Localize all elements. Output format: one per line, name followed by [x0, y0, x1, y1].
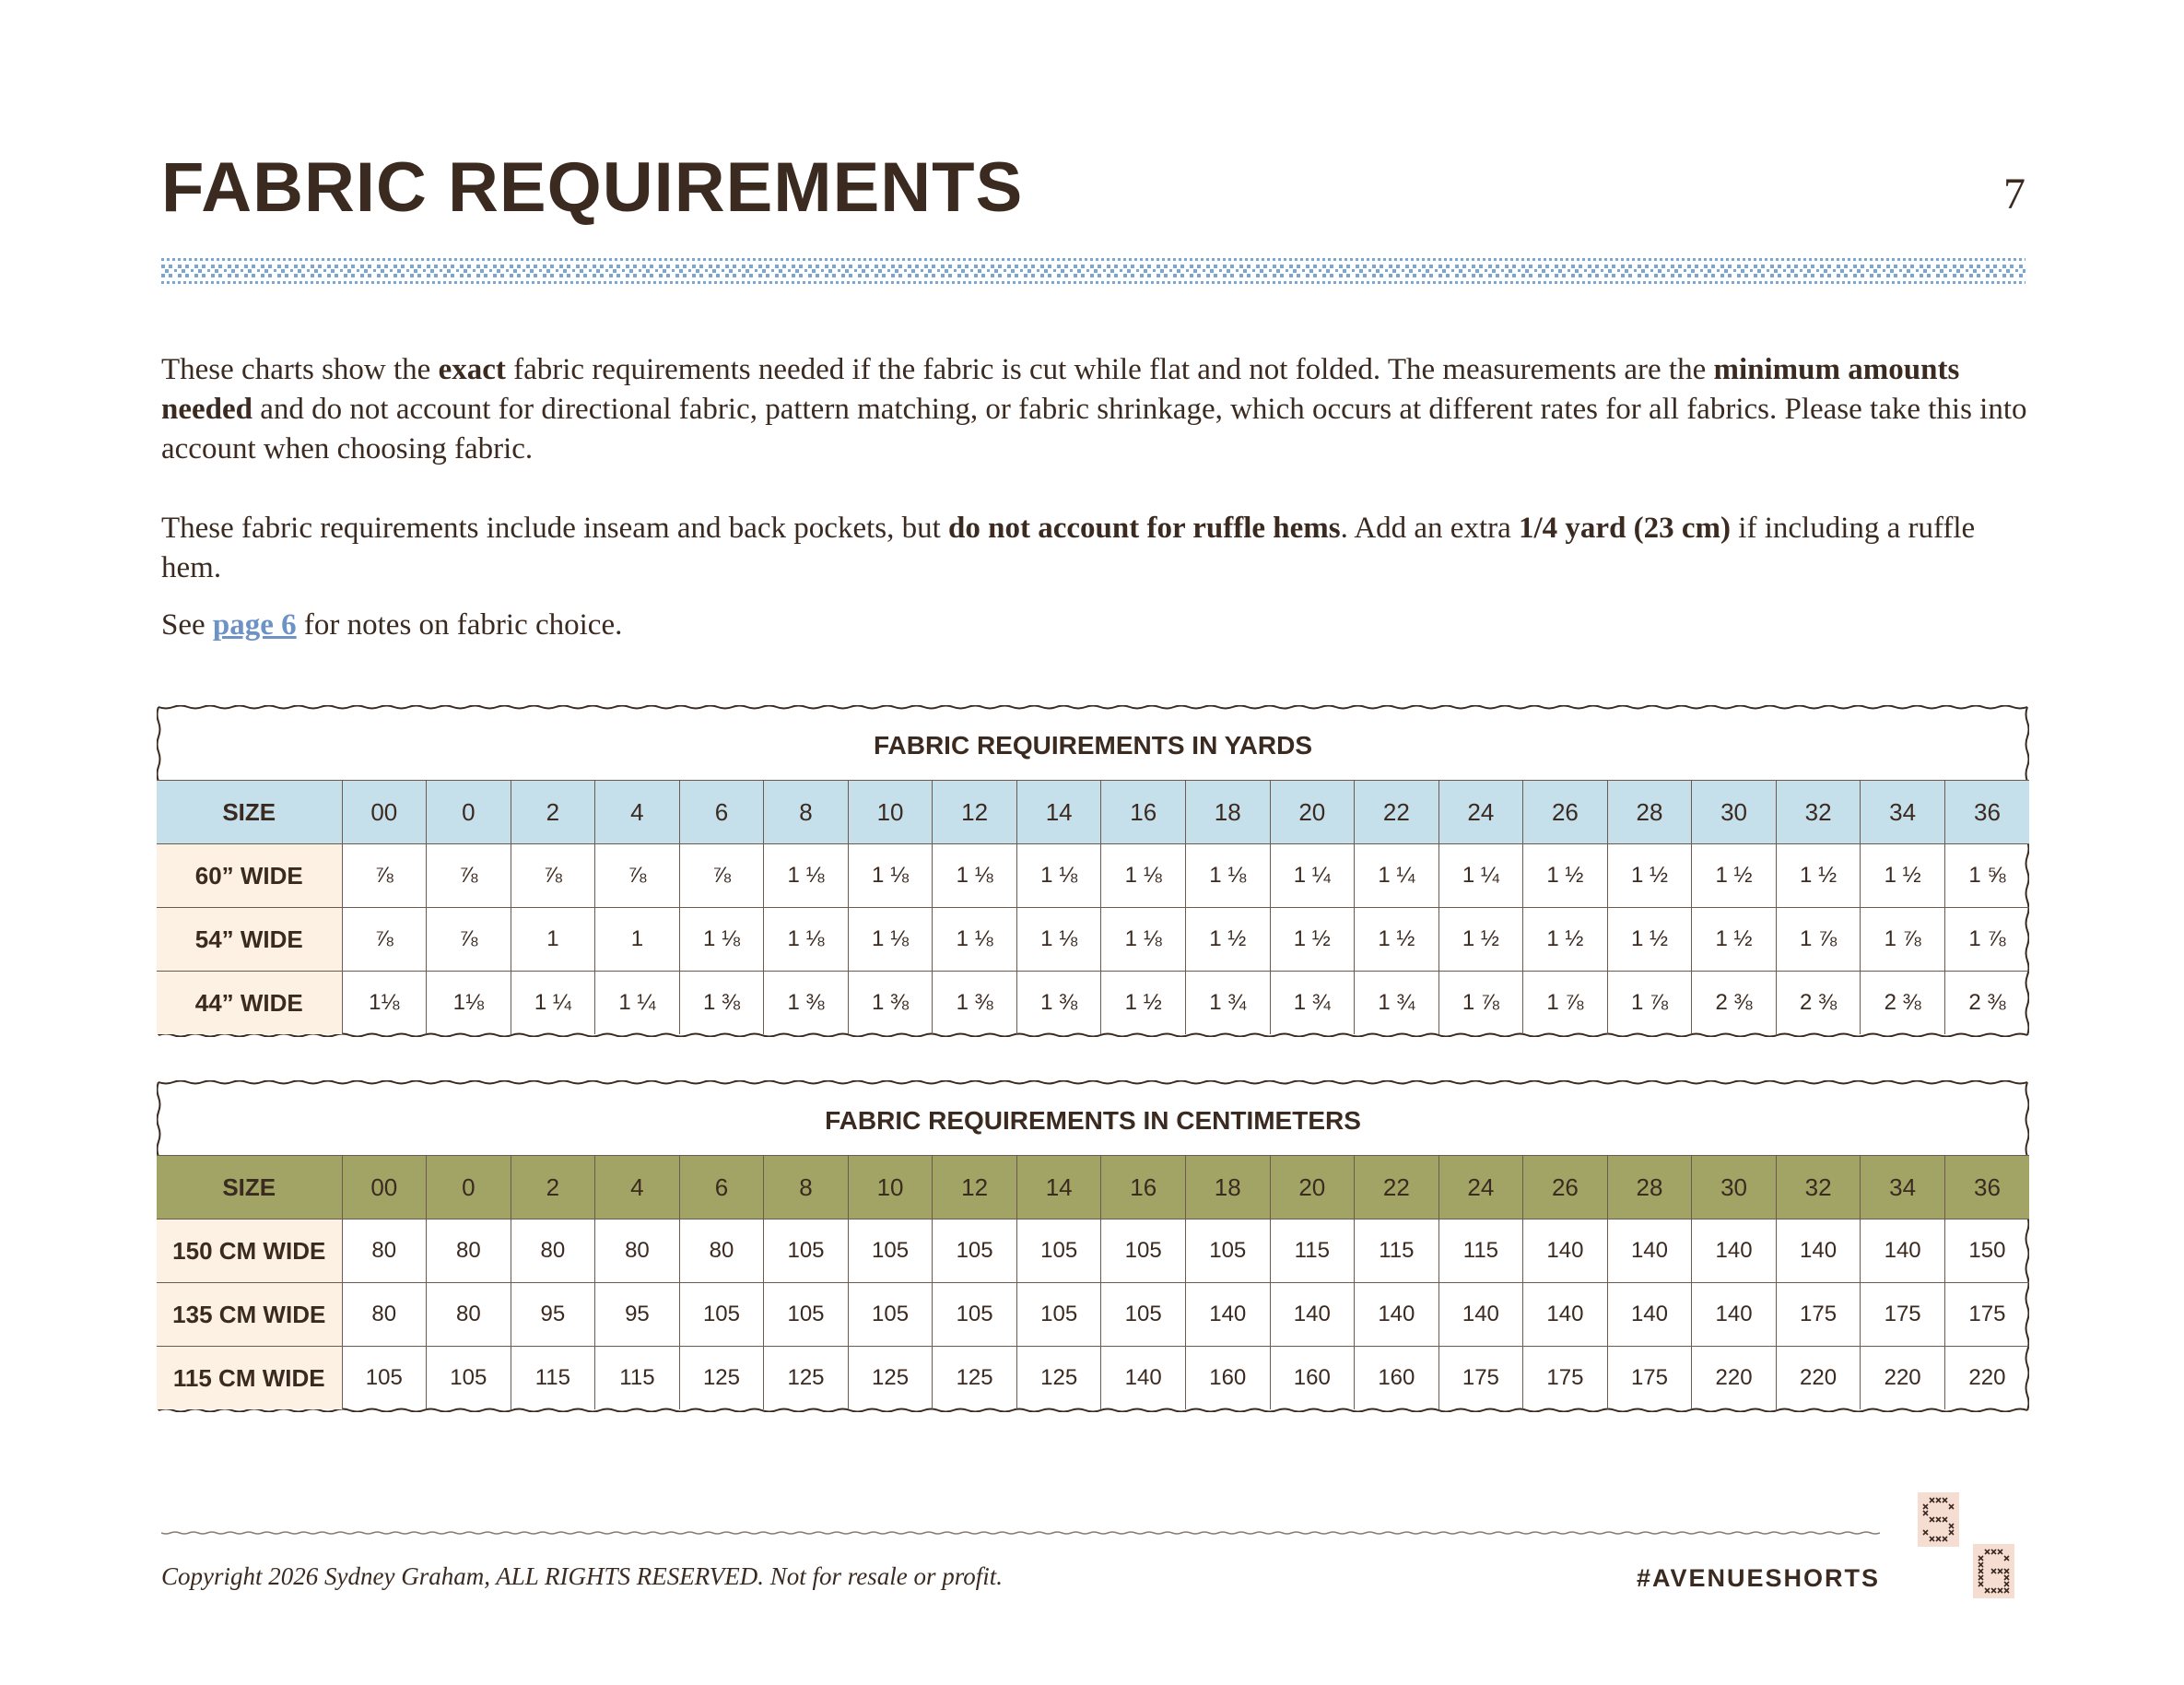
table-cell: 220 — [1692, 1347, 1777, 1410]
size-column-header: 8 — [764, 1156, 849, 1220]
table-cell: 140 — [1692, 1283, 1777, 1347]
table-cell: 140 — [1776, 1220, 1861, 1283]
size-column-header: 10 — [848, 1156, 933, 1220]
table-cell: 140 — [1185, 1283, 1270, 1347]
table-cell: 115 — [1270, 1220, 1355, 1283]
table-cell: 140 — [1438, 1283, 1523, 1347]
table-cell: 220 — [1776, 1347, 1861, 1410]
table-cell: 115 — [1355, 1220, 1439, 1283]
intro-paragraph-3 — [161, 606, 2032, 645]
table-cell: 140 — [1270, 1283, 1355, 1347]
table-cell: 80 — [427, 1283, 511, 1347]
table-cell: 125 — [1016, 1347, 1101, 1410]
width-row-label: 54” WIDE — [157, 908, 342, 972]
page-title: FABRIC REQUIREMENTS — [161, 148, 1024, 227]
intro-text-run: fabric requirements needed if the fabric is cut while flat and not folded. The measurements are the — [505, 353, 1714, 386]
table-cell: 105 — [933, 1220, 1017, 1283]
table-cell: 220 — [1944, 1347, 2029, 1410]
table-cell: ⅞ — [427, 908, 511, 972]
intro-text-run: exact — [438, 353, 506, 386]
table-cell: 2 ⅜ — [1944, 972, 2029, 1035]
table-cell: 1 ⅛ — [764, 844, 849, 908]
table-cell: ⅞ — [427, 844, 511, 908]
table-cell: 105 — [848, 1220, 933, 1283]
copyright-notice: Copyright 2026 Sydney Graham, ALL RIGHTS RESERVED. Not for resale or profit. — [161, 1562, 1003, 1590]
size-column-header: 16 — [1101, 781, 1186, 844]
size-column-header: 12 — [933, 781, 1017, 844]
cross-stitch-divider — [161, 257, 2025, 285]
table-cell: 105 — [1101, 1220, 1186, 1283]
width-row-label: 150 CM WIDE — [157, 1220, 342, 1283]
table-cell: 2 ⅜ — [1776, 972, 1861, 1035]
table-cell: 160 — [1270, 1347, 1355, 1410]
table-cell: 1 ⅞ — [1776, 908, 1861, 972]
cm-table-title: FABRIC REQUIREMENTS IN CENTIMETERS — [825, 1106, 1361, 1135]
size-column-header: 6 — [679, 1156, 764, 1220]
table-cell: 140 — [1861, 1220, 1945, 1283]
table-cell: 1 ½ — [1776, 844, 1861, 908]
table-row — [157, 908, 2029, 972]
table-cell: 125 — [764, 1347, 849, 1410]
table-row — [157, 1220, 2029, 1283]
table-cell: 105 — [848, 1283, 933, 1347]
table-cell: 175 — [1607, 1347, 1692, 1410]
table-cell: 105 — [1016, 1283, 1101, 1347]
table-cell: 160 — [1185, 1347, 1270, 1410]
table-cell: 105 — [764, 1220, 849, 1283]
table-cell: 1 ½ — [1692, 908, 1777, 972]
size-column-header: 32 — [1776, 781, 1861, 844]
size-column-header: 6 — [679, 781, 764, 844]
table-cell: 1 ⅜ — [764, 972, 849, 1035]
table-cell: 1 ⅞ — [1607, 972, 1692, 1035]
size-column-header: 28 — [1607, 781, 1692, 844]
table-cell: ⅞ — [595, 844, 680, 908]
table-cell: 95 — [595, 1283, 680, 1347]
size-column-header: 20 — [1270, 781, 1355, 844]
table-cell: 1 ⅜ — [848, 972, 933, 1035]
size-column-header: 30 — [1692, 781, 1777, 844]
yards-table-card — [157, 705, 2029, 1037]
table-cell: 80 — [595, 1220, 680, 1283]
table-cell: 1 ⅛ — [1185, 844, 1270, 908]
size-column-header: 36 — [1944, 1156, 2029, 1220]
table-cell: 105 — [1101, 1283, 1186, 1347]
table-cell: ⅞ — [342, 844, 427, 908]
table-cell: 140 — [1523, 1283, 1608, 1347]
table-cell: 1 ¾ — [1355, 972, 1439, 1035]
intro-text — [161, 350, 2032, 645]
table-cell: 125 — [848, 1347, 933, 1410]
table-cell: 1 ½ — [1101, 972, 1186, 1035]
size-column-header: 18 — [1185, 781, 1270, 844]
size-column-header: 4 — [595, 1156, 680, 1220]
intro-text-run: do not account for ruffle hems — [948, 512, 1341, 545]
size-column-header: 30 — [1692, 1156, 1777, 1220]
table-cell: 1 ⅛ — [764, 908, 849, 972]
table-cell: 1 ¼ — [1438, 844, 1523, 908]
size-column-header: 32 — [1776, 1156, 1861, 1220]
size-column-header: 20 — [1270, 1156, 1355, 1220]
table-cell: 105 — [679, 1283, 764, 1347]
table-cell: 80 — [427, 1220, 511, 1283]
table-cell: 2 ⅜ — [1861, 972, 1945, 1035]
size-column-header: 34 — [1861, 1156, 1945, 1220]
table-cell: 160 — [1355, 1347, 1439, 1410]
table-cell: 1 ¾ — [1270, 972, 1355, 1035]
table-cell: 1 ⅜ — [679, 972, 764, 1035]
table-cell: 1 ¾ — [1185, 972, 1270, 1035]
intro-paragraph-1 — [161, 350, 2032, 469]
intro-text-run: if including a ruffle hem. — [161, 512, 1976, 584]
table-cell: 140 — [1355, 1283, 1439, 1347]
table-cell: ⅞ — [511, 844, 595, 908]
size-column-header: 18 — [1185, 1156, 1270, 1220]
table-cell: 80 — [679, 1220, 764, 1283]
size-column-header: 00 — [342, 781, 427, 844]
table-cell: 1 ⅞ — [1944, 908, 2029, 972]
table-cell: 1 ½ — [1523, 908, 1608, 972]
table-cell: 1 ½ — [1607, 844, 1692, 908]
table-cell: 1 ⅜ — [933, 972, 1017, 1035]
table-cell: 1 ½ — [1185, 908, 1270, 972]
size-column-header: 0 — [427, 1156, 511, 1220]
intro-text-run: and do not account for directional fabric, pattern matching, or fabric shrinkage, which occurs at different rates for all fabrics. Please take this into account when choosing fabric. — [161, 393, 2027, 465]
size-column-header: 10 — [848, 781, 933, 844]
size-column-header: 4 — [595, 781, 680, 844]
intro-notes-text: for notes on fabric choice. — [296, 608, 623, 642]
yards-table-title: FABRIC REQUIREMENTS IN YARDS — [873, 731, 1313, 760]
table-cell: 105 — [342, 1347, 427, 1410]
yards-table — [157, 780, 2029, 1034]
table-cell: 2 ⅜ — [1692, 972, 1777, 1035]
table-cell: 1 — [595, 908, 680, 972]
table-cell: 140 — [1101, 1347, 1186, 1410]
table-cell: 1 ½ — [1438, 908, 1523, 972]
table-cell: 1 ⅛ — [848, 844, 933, 908]
size-column-header: 24 — [1438, 781, 1523, 844]
table-cell: 105 — [427, 1347, 511, 1410]
table-cell: 1 ⅜ — [1016, 972, 1101, 1035]
table-cell: 175 — [1944, 1283, 2029, 1347]
table-cell: 175 — [1776, 1283, 1861, 1347]
table-cell: 115 — [1438, 1220, 1523, 1283]
size-column-header: 22 — [1355, 781, 1439, 844]
intro-text-run: minimum amounts needed — [161, 353, 1960, 426]
size-column-header: 24 — [1438, 1156, 1523, 1220]
size-column-header: 14 — [1016, 1156, 1101, 1220]
cm-table-card — [157, 1080, 2029, 1412]
intro-text-run: 1/4 yard (23 cm) — [1519, 512, 1732, 545]
size-column-header: 16 — [1101, 1156, 1186, 1220]
table-cell: 125 — [679, 1347, 764, 1410]
size-column-header: 34 — [1861, 781, 1945, 844]
table-row — [157, 1347, 2029, 1410]
table-cell: 80 — [342, 1283, 427, 1347]
size-column-header: 28 — [1607, 1156, 1692, 1220]
intro-text-run: These charts show the — [161, 353, 439, 386]
width-row-label: 115 CM WIDE — [157, 1347, 342, 1410]
table-cell: 1 ¼ — [595, 972, 680, 1035]
page-6-link[interactable]: page 6 — [212, 608, 297, 642]
intro-text-run: These fabric requirements include inseam and back pockets, but — [161, 512, 949, 545]
table-cell: 95 — [511, 1283, 595, 1347]
sg-cross-stitch-logo-icon — [1915, 1491, 2024, 1600]
table-row — [157, 844, 2029, 908]
size-column-header: 26 — [1523, 781, 1608, 844]
table-cell: 1 ⅛ — [1016, 844, 1101, 908]
table-cell: 1 ⅛ — [933, 844, 1017, 908]
table-cell: 1⅛ — [342, 972, 427, 1035]
table-cell: 220 — [1861, 1347, 1945, 1410]
table-cell: 150 — [1944, 1220, 2029, 1283]
table-cell: 1 ⅝ — [1944, 844, 2029, 908]
table-cell: 175 — [1861, 1283, 1945, 1347]
table-cell: 1 ¼ — [511, 972, 595, 1035]
table-cell: 80 — [511, 1220, 595, 1283]
table-cell: 1⅛ — [427, 972, 511, 1035]
table-cell: 115 — [595, 1347, 680, 1410]
table-cell: 105 — [764, 1283, 849, 1347]
size-header: SIZE — [157, 1156, 342, 1220]
table-cell: ⅞ — [342, 908, 427, 972]
table-cell: 1 ⅞ — [1523, 972, 1608, 1035]
table-cell: 1 ½ — [1523, 844, 1608, 908]
table-cell: 1 ½ — [1270, 908, 1355, 972]
table-cell: 115 — [511, 1347, 595, 1410]
table-row — [157, 1283, 2029, 1347]
size-column-header: 2 — [511, 781, 595, 844]
table-cell: 1 ⅛ — [1101, 908, 1186, 972]
width-row-label: 60” WIDE — [157, 844, 342, 908]
table-cell: 1 ⅞ — [1438, 972, 1523, 1035]
width-row-label: 44” WIDE — [157, 972, 342, 1035]
size-column-header: 0 — [427, 781, 511, 844]
table-cell: 1 ½ — [1607, 908, 1692, 972]
table-cell: 175 — [1523, 1347, 1608, 1410]
size-column-header: 8 — [764, 781, 849, 844]
table-cell: 175 — [1438, 1347, 1523, 1410]
table-cell: 1 ⅛ — [1101, 844, 1186, 908]
table-cell: 1 ½ — [1692, 844, 1777, 908]
table-cell: 140 — [1523, 1220, 1608, 1283]
size-column-header: 36 — [1944, 781, 2029, 844]
table-cell: 1 ⅛ — [679, 908, 764, 972]
table-cell: 125 — [933, 1347, 1017, 1410]
table-cell: 1 ⅛ — [848, 908, 933, 972]
size-header: SIZE — [157, 781, 342, 844]
size-column-header: 12 — [933, 1156, 1017, 1220]
table-cell: 140 — [1607, 1220, 1692, 1283]
table-row — [157, 972, 2029, 1035]
size-column-header: 14 — [1016, 781, 1101, 844]
table-cell: 1 ⅞ — [1861, 908, 1945, 972]
table-cell: 1 ½ — [1861, 844, 1945, 908]
table-cell: 1 ⅛ — [1016, 908, 1101, 972]
table-cell: 105 — [1016, 1220, 1101, 1283]
intro-paragraph-2 — [161, 509, 2032, 588]
table-cell: 80 — [342, 1220, 427, 1283]
table-cell: 105 — [1185, 1220, 1270, 1283]
size-column-header: 22 — [1355, 1156, 1439, 1220]
width-row-label: 135 CM WIDE — [157, 1283, 342, 1347]
size-column-header: 2 — [511, 1156, 595, 1220]
cm-table — [157, 1155, 2029, 1409]
intro-text-run: . Add an extra — [1340, 512, 1519, 545]
table-cell: 1 ¼ — [1270, 844, 1355, 908]
intro-see-text: See — [161, 608, 213, 642]
table-cell: 1 — [511, 908, 595, 972]
size-column-header: 26 — [1523, 1156, 1608, 1220]
table-cell: ⅞ — [679, 844, 764, 908]
footer-wavy-rule — [161, 1528, 1880, 1538]
table-cell: 1 ⅛ — [933, 908, 1017, 972]
page-number: 7 — [2003, 170, 2025, 218]
table-cell: 140 — [1607, 1283, 1692, 1347]
table-cell: 1 ¼ — [1355, 844, 1439, 908]
table-cell: 105 — [933, 1283, 1017, 1347]
size-column-header: 00 — [342, 1156, 427, 1220]
table-cell: 140 — [1692, 1220, 1777, 1283]
table-cell: 1 ½ — [1355, 908, 1439, 972]
hashtag: #AVENUESHORTS — [1636, 1564, 1880, 1592]
